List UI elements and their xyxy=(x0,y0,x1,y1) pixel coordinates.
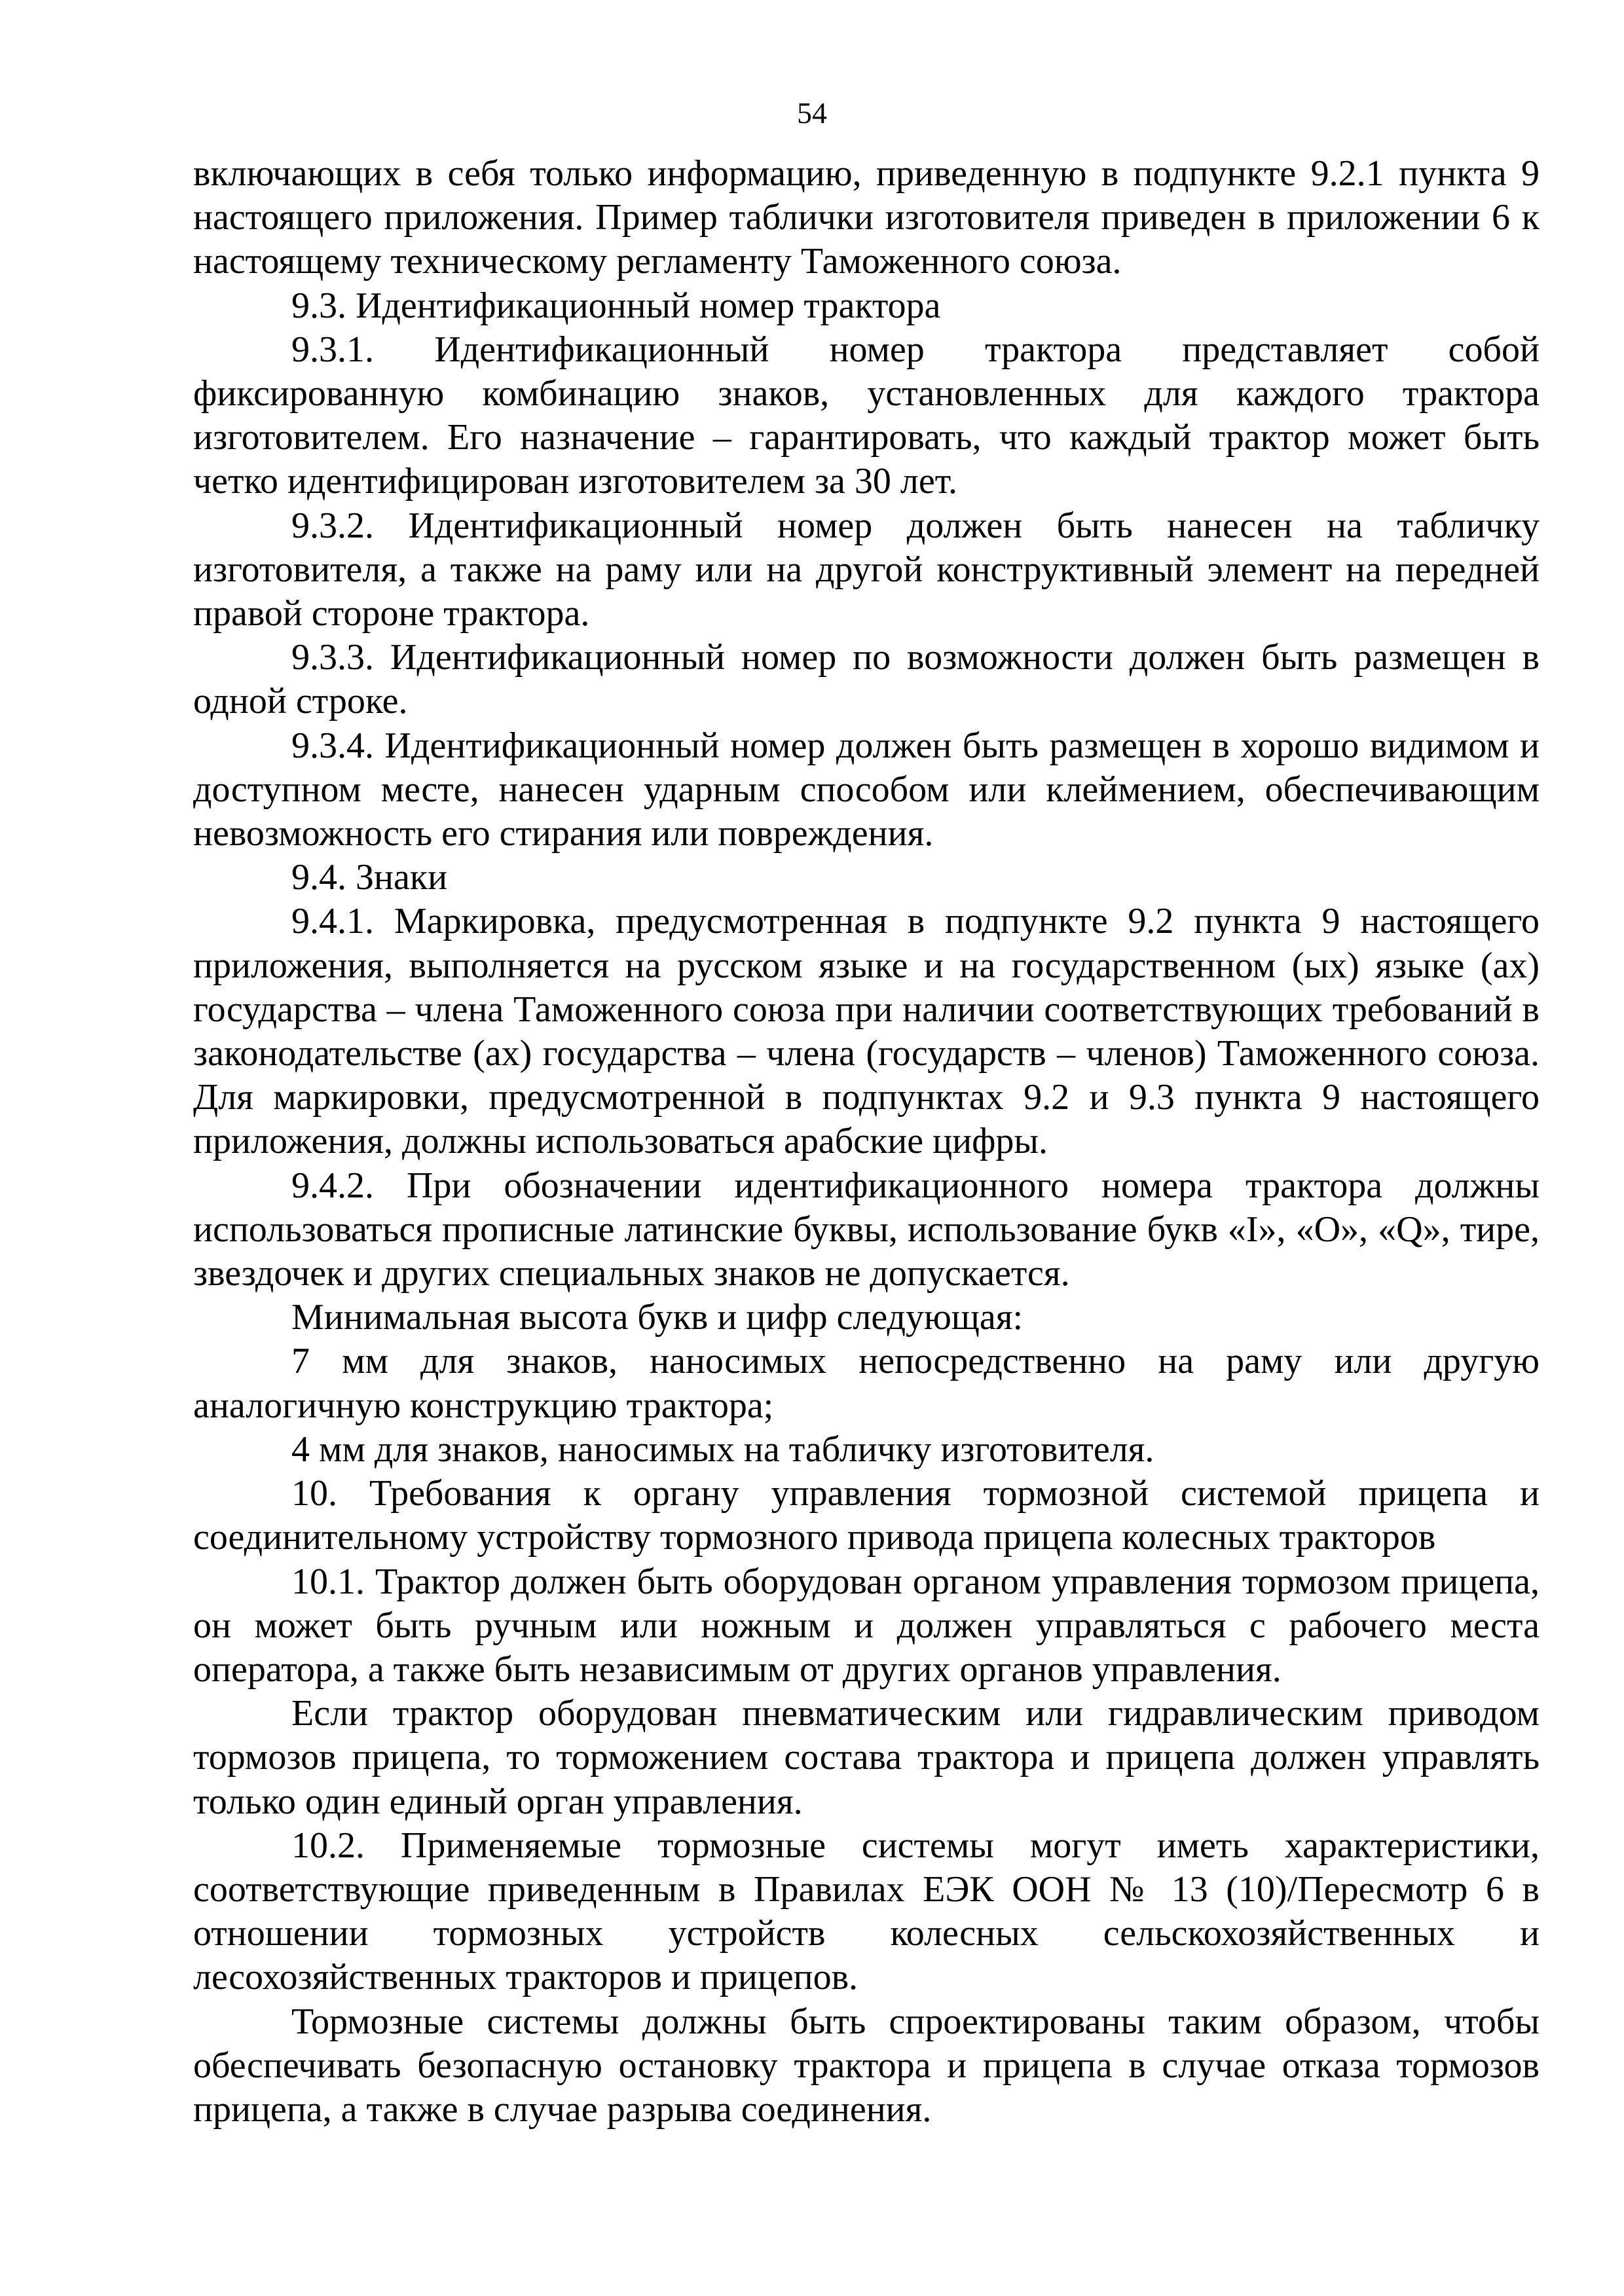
document-body xyxy=(193,152,1540,2132)
paragraph-9-4-1: 9.4.1. Маркировка, предусмотренная в подпункте 9.2 пункта 9 настоящего приложения, выполняется на русском языке и на государственном (ых) языке (ах) государства – члена Таможенного союза при наличии соответствующих требований в законодательстве (ах) государства – члена (государств – членов) Таможенного союза. Для маркировки, предусмотренной в подпунктах 9.2 и 9.3 пункта 9 настоящего приложения, должны использоваться арабские цифры. xyxy=(193,901,1540,1162)
paragraph-4mm: 4 мм для знаков, наносимых на табличку изготовителя. xyxy=(291,1429,1154,1470)
paragraph-9-3-1: 9.3.1. Идентификационный номер трактора представляет собой фиксированную комбинацию знаков, установленных для каждого трактора изготовителем. Его назначение – гарантировать, что каждый трактор может быть четко идентифицирован изготовителем за 30 лет. xyxy=(193,329,1540,502)
paragraph-9-3-2: 9.3.2. Идентификационный номер должен быть нанесен на табличку изготовителя, а также на раму или на другой конструктивный элемент на передней правой стороне трактора. xyxy=(193,505,1540,634)
paragraph-10-1-cont: Если трактор оборудован пневматическим или гидравлическим приводом тормозов прицепа, то торможением состава трактора и прицепа должен управлять только один единый орган управления. xyxy=(193,1693,1540,1822)
paragraph-9-3-4: 9.3.4. Идентификационный номер должен быть размещен в хорошо видимом и доступном месте, нанесен ударным способом или клеймением, обеспечивающим невозможность его стирания или повреждения. xyxy=(193,725,1540,854)
page-number: 54 xyxy=(797,96,827,130)
section-heading-9-3: 9.3. Идентификационный номер трактора xyxy=(291,285,941,326)
paragraph-10-1: 10.1. Трактор должен быть оборудован органом управления тормозом прицепа, он может быть ручным или ножным и должен управляться с рабочего места оператора, а также быть независимым от других органов управления. xyxy=(193,1561,1540,1690)
paragraph-10-2-cont: Тормозные системы должны быть спроектированы таким образом, чтобы обеспечивать безопасную остановку трактора и прицепа в случае отказа тормозов прицепа, а также в случае разрыва соединения. xyxy=(193,2001,1540,2130)
paragraph-9-4-2: 9.4.2. При обозначении идентификационного номера трактора должны использоваться прописные латинские буквы, использование букв «I», «O», «Q», тире, звездочек и других специальных знаков не допускается. xyxy=(193,1165,1540,1294)
section-heading-9-4: 9.4. Знаки xyxy=(291,857,448,898)
section-heading-10: 10. Требования к органу управления тормозной системой прицепа и соединительному устройству тормозного привода прицепа колесных тракторов xyxy=(193,1473,1540,1558)
paragraph-10-2: 10.2. Применяемые тормозные системы могут иметь характеристики, соответствующие приведенным в Правилах ЕЭК ООН № 13 (10)/Пересмотр 6 в отношении тормозных устройств колесных сельскохозяйственных и лесохозяйственных тракторов и прицепов. xyxy=(193,1825,1540,1998)
paragraph-min-height: Минимальная высота букв и цифр следующая: xyxy=(291,1297,1024,1338)
paragraph-9-3-3: 9.3.3. Идентификационный номер по возможности должен быть размещен в одной строке. xyxy=(193,637,1540,722)
paragraph-7mm: 7 мм для знаков, наносимых непосредственно на раму или другую аналогичную конструкцию трактора; xyxy=(193,1341,1540,1426)
paragraph-continuation: включающих в себя только информацию, приведенную в подпункте 9.2.1 пункта 9 настоящего приложения. Пример таблички изготовителя приведен в приложении 6 к настоящему техническому регламенту Таможенного союза. xyxy=(193,153,1540,282)
